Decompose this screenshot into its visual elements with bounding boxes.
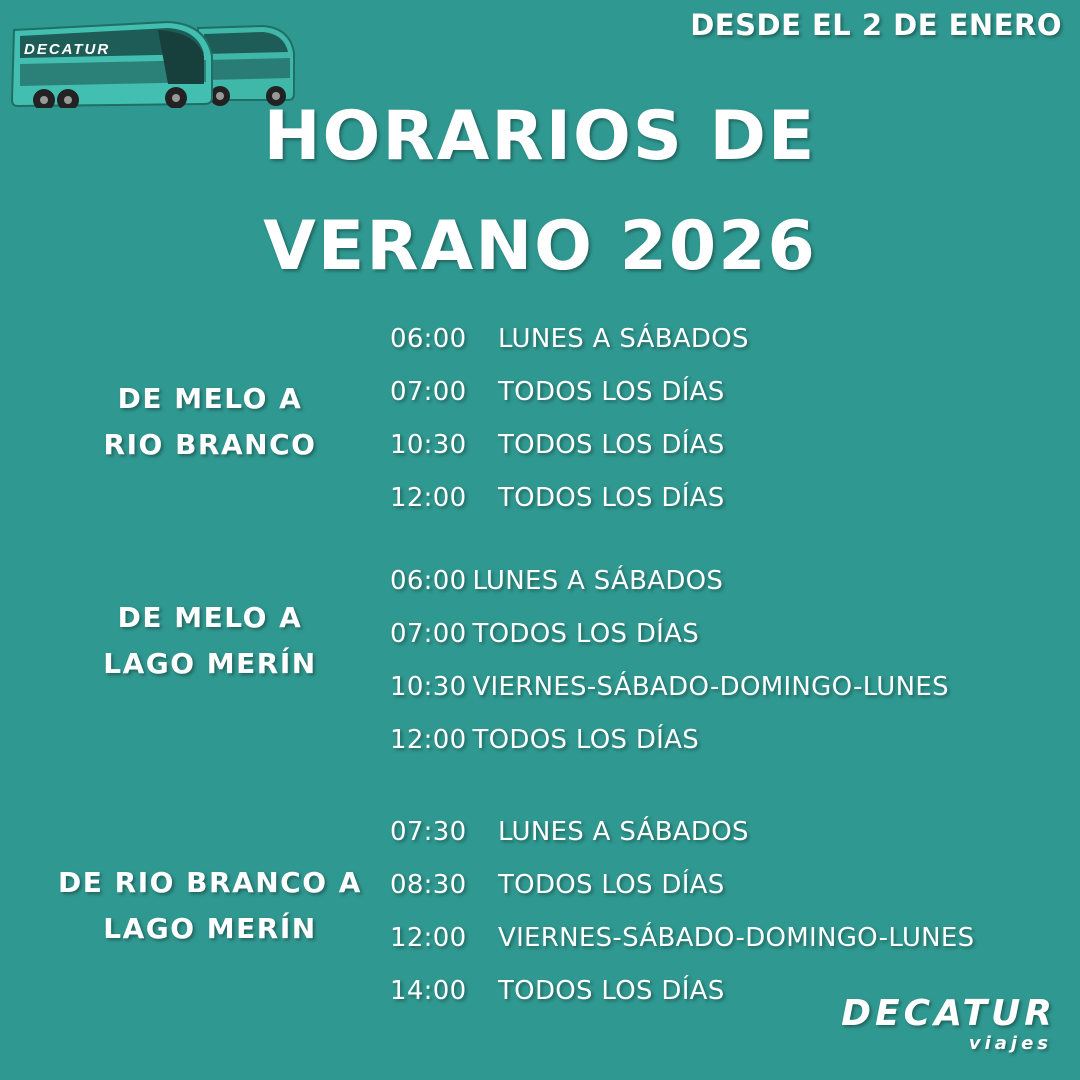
route-label-rio-branco-lago-merin: [30, 860, 390, 952]
schedule-row: [390, 472, 749, 525]
departure-days: TODOS LOS DÍAS: [498, 430, 725, 460]
departure-time: 06:00: [390, 566, 467, 596]
schedule-row: [390, 313, 749, 366]
route-label-line-2: RIO BRANCO: [103, 428, 317, 461]
schedule-melo-rio-branco: [390, 313, 749, 525]
departure-days: TODOS LOS DÍAS: [498, 377, 725, 407]
schedule-row: [390, 419, 749, 472]
departure-time: 10:30: [390, 672, 467, 702]
departure-time: 07:00: [390, 377, 467, 407]
schedule-row: [390, 912, 974, 965]
start-date-banner: DESDE EL 2 DE ENERO: [690, 8, 1062, 42]
logo-sub-text: viajes: [968, 1033, 1052, 1054]
schedule-row: [390, 806, 974, 859]
title-line-2: VERANO 2026: [263, 207, 817, 286]
departure-days: TODOS LOS DÍAS: [472, 619, 700, 649]
departure-days: VIERNES-SÁBADO-DOMINGO-LUNES: [472, 672, 949, 702]
route-label-line-1: DE RIO BRANCO A: [58, 866, 362, 899]
bus-brand-text: DECATUR: [24, 41, 111, 58]
departure-time: 12:00: [390, 725, 467, 755]
departure-time: 07:30: [390, 817, 467, 847]
schedule-row: [390, 608, 949, 661]
departure-days: TODOS LOS DÍAS: [498, 870, 725, 900]
departure-time: 14:00: [390, 976, 467, 1006]
schedule-row: [390, 859, 974, 912]
departure-days: LUNES A SÁBADOS: [498, 817, 749, 847]
schedule-row: [390, 661, 949, 714]
departure-days: TODOS LOS DÍAS: [498, 483, 725, 513]
schedule-melo-lago-merin: [390, 555, 949, 767]
route-label-line-1: DE MELO A: [117, 382, 303, 415]
departure-time: 08:30: [390, 870, 467, 900]
departure-time: 12:00: [390, 483, 467, 513]
departure-days: LUNES A SÁBADOS: [498, 324, 749, 354]
departure-days: TODOS LOS DÍAS: [472, 725, 700, 755]
page-title: [0, 82, 1080, 302]
schedule-row: [390, 714, 949, 767]
departure-time: 10:30: [390, 430, 467, 460]
departure-time: 12:00: [390, 923, 467, 953]
departure-days: VIERNES-SÁBADO-DOMINGO-LUNES: [498, 923, 975, 953]
route-label-line-2: LAGO MERÍN: [103, 647, 317, 680]
route-label-melo-rio-branco: [50, 376, 370, 468]
route-label-melo-lago-merin: [50, 595, 370, 687]
departure-days: TODOS LOS DÍAS: [498, 976, 725, 1006]
decatur-logo: [841, 994, 1056, 1054]
route-label-line-1: DE MELO A: [117, 601, 303, 634]
route-label-line-2: LAGO MERÍN: [103, 912, 317, 945]
schedule-row: [390, 555, 949, 608]
title-line-1: HORARIOS DE: [263, 97, 817, 176]
schedule-rio-branco-lago-merin: [390, 806, 974, 1018]
logo-main-text: DECATUR: [841, 993, 1056, 1034]
schedule-row: [390, 366, 749, 419]
departure-days: LUNES A SÁBADOS: [472, 566, 724, 596]
departure-time: 06:00: [390, 324, 467, 354]
departure-time: 07:00: [390, 619, 467, 649]
